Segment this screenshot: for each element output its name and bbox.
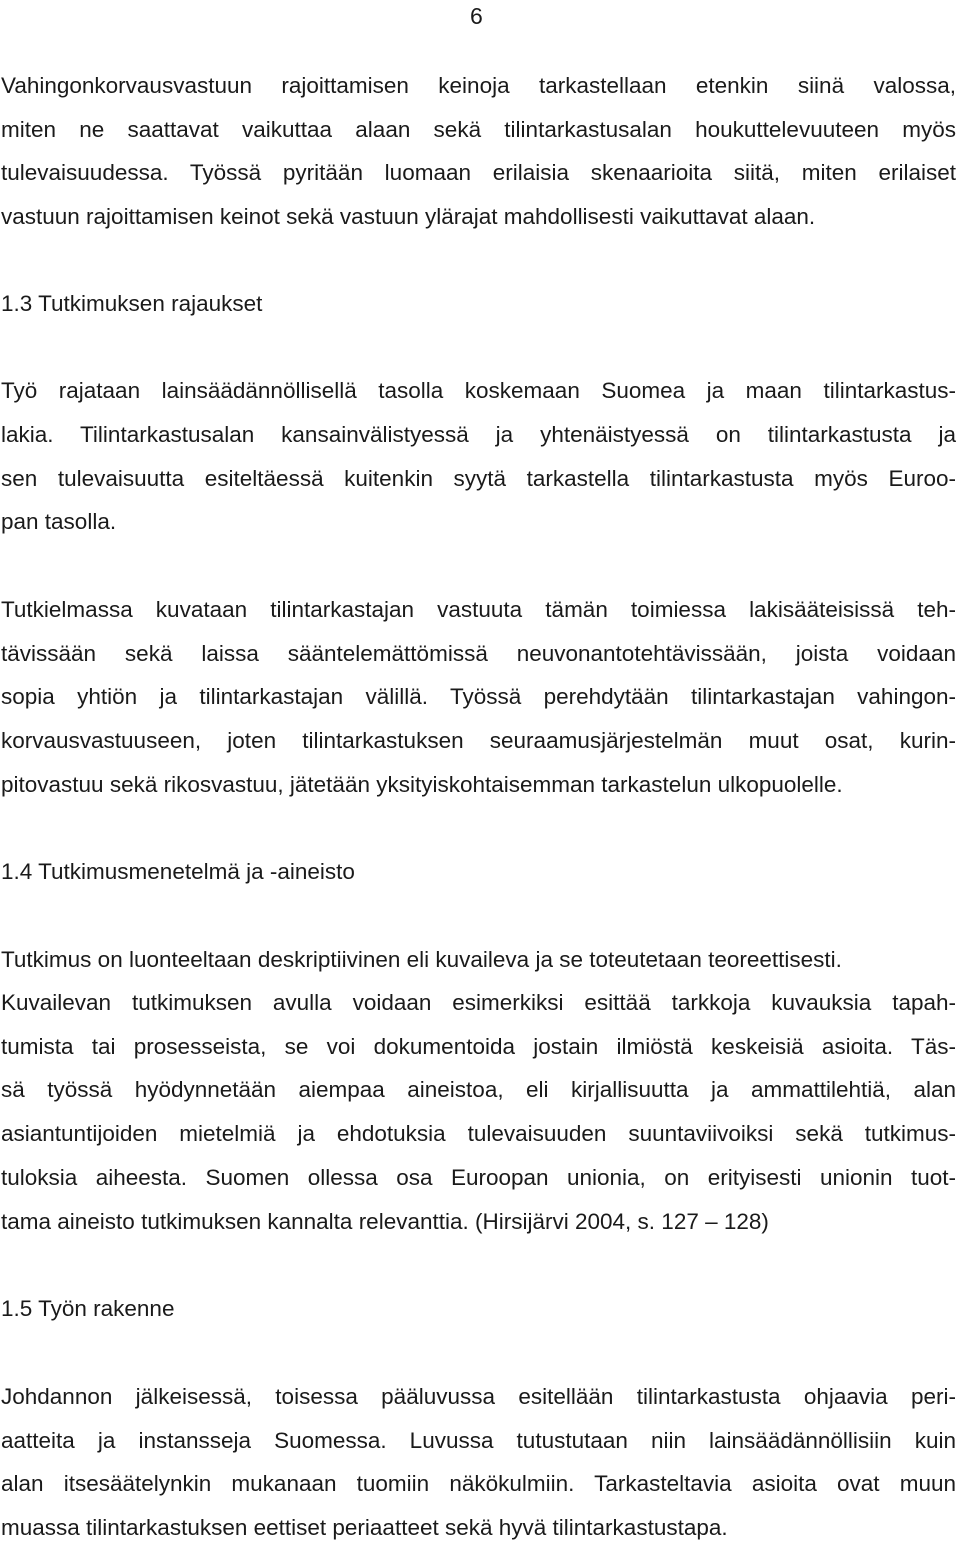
paragraph-line: miten ne saattavat vaikuttaa alaan sekä tilintarkastusalan houkuttelevuuteen myös xyxy=(1,117,956,142)
paragraph-line: pan tasolla. xyxy=(1,509,117,534)
paragraph-line: Johdannon jälkeisessä, toisessa pääluvussa esitellään tilintarkastusta ohjaavia peri- xyxy=(1,1384,956,1409)
paragraph-line: korvausvastuuseen, joten tilintarkastuksen seuraamusjärjestelmän muut osat, kurin- xyxy=(1,728,956,753)
paragraph-line: vastuun rajoittamisen keinot sekä vastuun ylärajat mahdollisesti vaikuttavat alaan. xyxy=(1,204,816,229)
paragraph-line: asiantuntijoiden mietelmiä ja ehdotuksia tulevaisuuden suuntaviivoiksi sekä tutkimus- xyxy=(1,1121,956,1146)
paragraph-line: Kuvailevan tutkimuksen avulla voidaan esimerkiksi esittää tarkkoja kuvauksia tapah- xyxy=(1,990,956,1015)
paragraph-line: alan itsesäätelynkin mukanaan tuomiin näkökulmiin. Tarkasteltavia asioita ovat muun xyxy=(1,1471,956,1496)
paragraph-line: tumista tai prosesseista, se voi dokumentoida jostain ilmiöstä keskeisiä asioita. Täs- xyxy=(1,1034,956,1059)
paragraph-line: pitovastuu sekä rikosvastuu, jätetään yksityiskohtaisemman tarkastelun ulkopuolelle. xyxy=(1,772,843,797)
paragraph-line: tävissään sekä laissa sääntelemättömissä neuvonantotehtävissään, joista voidaan xyxy=(1,641,956,666)
paragraph-line: Tutkielmassa kuvataan tilintarkastajan vastuuta tämän toimiessa lakisääteisissä teh- xyxy=(1,597,956,622)
paragraph-line: Vahingonkorvausvastuun rajoittamisen keinoja tarkastellaan etenkin siinä valossa, xyxy=(1,73,956,98)
paragraph-line: tulevaisuudessa. Työssä pyritään luomaan erilaisia skenaarioita siitä, miten erilaiset xyxy=(1,160,956,185)
section-heading: 1.4 Tutkimusmenetelmä ja -aineisto xyxy=(1,859,355,884)
paragraph-line: sä työssä hyödynnetään aiempaa aineistoa, eli kirjallisuutta ja ammattilehtiä, alan xyxy=(1,1077,956,1102)
paragraph-line: tama aineisto tutkimuksen kannalta relevanttia. (Hirsijärvi 2004, s. 127 – 128) xyxy=(1,1209,769,1234)
paragraph-line: lakia. Tilintarkastusalan kansainvälistyessä ja yhtenäistyessä on tilintarkastusta ja xyxy=(1,422,956,447)
paragraph-line: Tutkimus on luonteeltaan deskriptiivinen eli kuvaileva ja se toteutetaan teoreettisesti. xyxy=(1,947,842,972)
paragraph-line: sopia yhtiön ja tilintarkastajan välillä. Työssä perehdytään tilintarkastajan vahingon- xyxy=(1,684,956,709)
paragraph-line: tuloksia aiheesta. Suomen ollessa osa Euroopan unionia, on erityisesti unionin tuot- xyxy=(1,1165,956,1190)
paragraph-line: sen tulevaisuutta esiteltäessä kuitenkin syytä tarkastella tilintarkastusta myös Euroo- xyxy=(1,466,956,491)
section-heading: 1.3 Tutkimuksen rajaukset xyxy=(1,291,263,316)
paragraph-line: muassa tilintarkastuksen eettiset periaatteet sekä hyvä tilintarkastustapa. xyxy=(1,1515,728,1540)
paragraph-line: Työ rajataan lainsäädännöllisellä tasolla koskemaan Suomea ja maan tilintarkastus- xyxy=(1,378,956,403)
section-heading: 1.5 Työn rakenne xyxy=(1,1296,175,1321)
paragraph-line: aatteita ja instansseja Suomessa. Luvussa tutustutaan niin lainsäädännöllisiin kuin xyxy=(1,1428,956,1453)
page-number: 6 xyxy=(470,3,483,29)
